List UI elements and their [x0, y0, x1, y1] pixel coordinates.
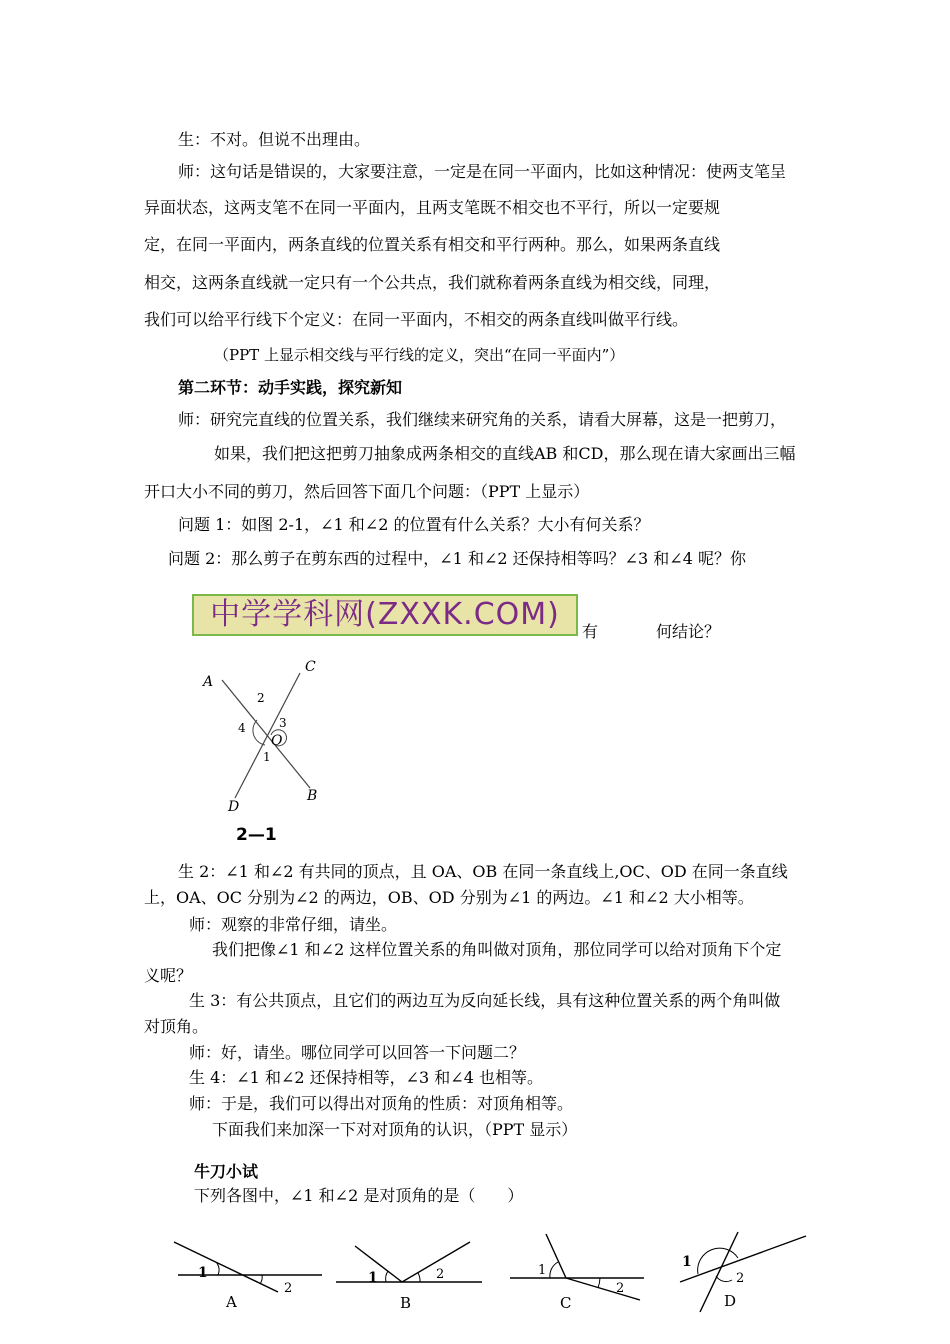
- figure-intersecting-lines: [195, 655, 335, 820]
- para-student4: 生 4：∠1 和∠2 还保持相等，∠3 和∠4 也相等。: [189, 1068, 543, 1087]
- question-2-line1: 问题 2：那么剪子在剪东西的过程中，∠1 和∠2 还保持相等吗？∠3 和∠4 呢？你: [168, 549, 746, 568]
- option-d-angle-1: 1: [682, 1254, 692, 1270]
- label-angle-4: 4: [238, 721, 246, 735]
- option-c-angle-1: 1: [538, 1263, 547, 1278]
- para-student3-line1: 生 3：有公共顶点，且它们的两边互为反向延长线，具有这种位置关系的两个角叫做: [189, 991, 781, 1010]
- watermark-logo: 中学学科网(ZXXK.COM): [192, 594, 578, 636]
- para-teacher-4-line1: 我们把像∠1 和∠2 这样位置关系的角叫做对顶角，那位同学可以给对顶角下个定: [212, 940, 782, 959]
- option-a-angle-2: 2: [284, 1281, 293, 1296]
- figure-caption: 2—1: [236, 825, 277, 845]
- option-a-angle-1: 1: [198, 1265, 208, 1281]
- para-teacher-1-line5: 我们可以给平行线下个定义：在同一平面内，不相交的两条直线叫做平行线。: [144, 310, 689, 329]
- label-angle-2: 2: [257, 691, 265, 705]
- option-c-letter: C: [560, 1294, 572, 1312]
- option-d-letter: D: [724, 1292, 737, 1310]
- para-teacher-2-line2: 如果，我们把这把剪刀抽象成两条相交的直线AB 和CD，那么现在请大家画出三幅: [214, 444, 796, 463]
- angle-arc-left: [253, 720, 265, 745]
- para-teacher-6: 师：于是，我们可以得出对顶角的性质：对顶角相等。: [189, 1094, 574, 1113]
- line-cd: [235, 673, 300, 798]
- section-heading-2: 第二环节：动手实践，探究新知: [178, 378, 403, 397]
- option-b-angle-2: 2: [436, 1267, 445, 1282]
- option-a-letter: A: [226, 1293, 237, 1311]
- para-teacher-2-line1: 师：研究完直线的位置关系，我们继续来研究角的关系，请看大屏幕，这是一把剪刀，: [178, 410, 787, 429]
- para-teacher-5: 师：好，请坐。哪位同学可以回答一下问题二？: [189, 1043, 526, 1062]
- para-teacher-2-line3: 开口大小不同的剪刀，然后回答下面几个问题：（PPT 上显示）: [144, 482, 590, 501]
- para-ppt-note: （PPT 上显示相交线与平行线的定义，突出“在同一平面内”）: [214, 346, 625, 364]
- question-1: 问题 1：如图 2-1，∠1 和∠2 的位置有什么关系？大小有何关系？: [178, 515, 650, 534]
- para-student2-line1: 生 2：∠1 和∠2 有共同的顶点，且 OA、OB 在同一条直线上,OC、OD 在同一条直线: [178, 862, 788, 881]
- label-o: O: [271, 733, 283, 749]
- label-angle-3: 3: [279, 716, 287, 730]
- para-student3-line2: 对顶角。: [144, 1017, 209, 1036]
- label-b: B: [307, 788, 318, 804]
- para-student-answer: 生：不对。但说不出理由。: [178, 130, 371, 149]
- option-d-angle-2: 2: [736, 1271, 745, 1286]
- option-figures: [160, 1222, 820, 1322]
- label-angle-1: 1: [263, 750, 271, 764]
- label-c: C: [305, 659, 316, 675]
- option-c-angle-2: 2: [616, 1281, 625, 1296]
- option-d-figure: [680, 1232, 806, 1312]
- para-teacher-1-line3: 定，在同一平面内，两条直线的位置关系有相交和平行两种。那么，如果两条直线: [144, 235, 721, 254]
- option-b-angle-1: 1: [368, 1270, 378, 1286]
- line-ab: [222, 680, 310, 788]
- question-2-line2a: 有: [582, 622, 599, 641]
- para-teacher-3: 师：观察的非常仔细，请坐。: [189, 915, 398, 934]
- label-d: D: [228, 799, 240, 815]
- question-2-line2b: 何结论？: [656, 622, 721, 641]
- para-teacher-1-line1: 师：这句话是错误的，大家要注意，一定是在同一平面内，比如这种情况：使两支笔呈: [178, 162, 787, 181]
- para-teacher-1-line2: 异面状态，这两支笔不在同一平面内，且两支笔既不相交也不平行，所以一定要规: [144, 198, 721, 217]
- option-b-letter: B: [400, 1294, 412, 1312]
- option-c-figure: [510, 1234, 644, 1312]
- para-student2-line2: 上，OA、OC 分别为∠2 的两边，OB、OD 分别为∠1 的两边。∠1 和∠2 大小相等。: [144, 888, 754, 907]
- option-a-figure: [174, 1242, 322, 1311]
- exercise-title: 牛刀小试: [194, 1162, 259, 1181]
- para-teacher-7: 下面我们来加深一下对对顶角的认识，（PPT 显示）: [212, 1120, 578, 1139]
- exercise-question: 下列各图中，∠1 和∠2 是对顶角的是（ ）: [194, 1186, 524, 1205]
- para-teacher-1-line4: 相交，这两条直线就一定只有一个公共点，我们就称着两条直线为相交线，同理，: [144, 273, 721, 292]
- para-teacher-4-line2: 义呢？: [144, 966, 193, 985]
- option-b-figure: [336, 1242, 482, 1312]
- label-a: A: [203, 674, 214, 690]
